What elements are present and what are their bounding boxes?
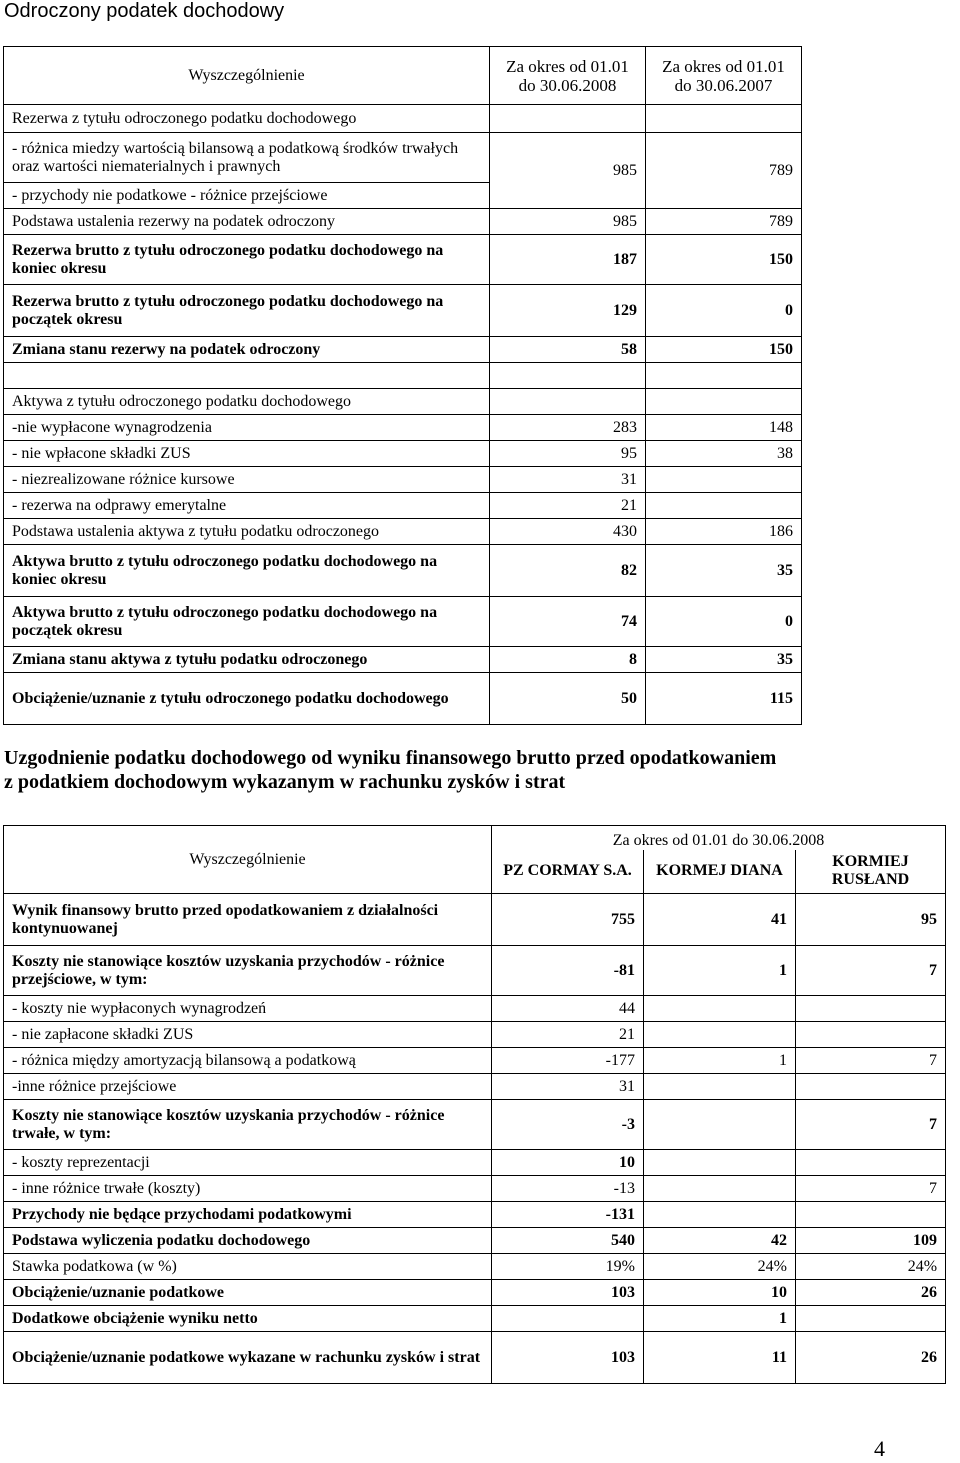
table-row [4, 1254, 946, 1280]
row-label: Wynik finansowy brutto przed opodatkowaniem z działalności kontynuowanej [4, 894, 492, 946]
page-number: 4 [874, 1436, 885, 1461]
table-row [4, 1228, 946, 1254]
row-label: Rezerwa brutto z tytułu odroczonego podatku dochodowego na początek okresu [4, 285, 490, 337]
table-row [4, 1280, 946, 1306]
row-label: -nie wypłacone wynagrodzenia [4, 415, 490, 441]
cell-value: -3 [492, 1100, 644, 1150]
row-label: - rezerwa na odprawy emerytalne [4, 493, 490, 519]
table-row [4, 1306, 946, 1332]
cell-value: 31 [490, 467, 646, 493]
row-label: Podstawa wyliczenia podatku dochodowego [4, 1228, 492, 1254]
header-col-pz-cormay: PZ CORMAY S.A. [492, 850, 644, 894]
cell-value [796, 1074, 946, 1100]
cell-value: 74 [490, 597, 646, 647]
cell-value: 41 [644, 894, 796, 946]
cell-value [796, 1306, 946, 1332]
section-heading-line1: Uzgodnienie podatku dochodowego od wyniku finansowego brutto przed opodatkowaniem [4, 747, 777, 769]
cell-value: -177 [492, 1048, 644, 1074]
cell-value: 129 [490, 285, 646, 337]
cell-value: 21 [492, 1022, 644, 1048]
cell-value: -13 [492, 1176, 644, 1202]
cell-value: 0 [646, 285, 802, 337]
cell-value: 283 [490, 415, 646, 441]
cell-value: 26 [796, 1332, 946, 1384]
cell-value: 24% [644, 1254, 796, 1280]
table-row [4, 894, 946, 946]
table-row [4, 1022, 946, 1048]
cell-value [644, 1202, 796, 1228]
cell-value: 11 [644, 1332, 796, 1384]
cell-value: 187 [490, 235, 646, 285]
row-label: Zmiana stanu aktywa z tytułu podatku odroczonego [4, 647, 490, 673]
row-label: -inne różnice przejściowe [4, 1074, 492, 1100]
tax-reconciliation-table [3, 825, 946, 1384]
table-row [4, 1048, 946, 1074]
row-label: Podstawa ustalenia aktywa z tytułu podatku odroczonego [4, 519, 490, 545]
cell-value: 24% [796, 1254, 946, 1280]
row-label: Obciążenie/uznanie podatkowe wykazane w rachunku zysków i strat [4, 1332, 492, 1384]
row-label: Stawka podatkowa (w %) [4, 1254, 492, 1280]
cell-value: 109 [796, 1228, 946, 1254]
cell-value [796, 996, 946, 1022]
table-row [4, 946, 946, 996]
cell-value: -131 [492, 1202, 644, 1228]
cell-value: 19% [492, 1254, 644, 1280]
row-label: Podstawa ustalenia rezerwy na podatek odroczony [4, 209, 490, 235]
cell-value: 150 [646, 235, 802, 285]
table-row [4, 1150, 946, 1176]
table-row [4, 1100, 946, 1150]
cell-value: 50 [490, 673, 646, 725]
cell-value: 8 [490, 647, 646, 673]
cell-value: 1 [644, 1306, 796, 1332]
cell-value: 103 [492, 1280, 644, 1306]
row-label: Koszty nie stanowiące kosztów uzyskania przychodów - różnice trwałe, w tym: [4, 1100, 492, 1150]
cell-value [644, 1022, 796, 1048]
cell-value: 95 [490, 441, 646, 467]
row-label: - koszty reprezentacji [4, 1150, 492, 1176]
cell-value: 985 [490, 209, 646, 235]
cell-value: 985 [490, 133, 646, 209]
row-label: - nie zapłacone składki ZUS [4, 1022, 492, 1048]
cell-value: 10 [492, 1150, 644, 1176]
cell-value: 7 [796, 1100, 946, 1150]
cell-value: 1 [644, 1048, 796, 1074]
deferred-tax-table [3, 46, 802, 725]
cell-value: 148 [646, 415, 802, 441]
row-label: - koszty nie wypłaconych wynagrodzeń [4, 996, 492, 1022]
cell-value [644, 1100, 796, 1150]
row-label: - niezrealizowane różnice kursowe [4, 467, 490, 493]
cell-value: 82 [490, 545, 646, 597]
header-label: Wyszczególnienie [4, 47, 490, 105]
row-label: - różnica między amortyzacją bilansową a podatkową [4, 1048, 492, 1074]
row-label: - nie wpłacone składki ZUS [4, 441, 490, 467]
header-col-kormej-diana: KORMEJ DIANA [644, 850, 796, 894]
row-label: Przychody nie będące przychodami podatkowymi [4, 1202, 492, 1228]
cell-value: 103 [492, 1332, 644, 1384]
row-label: Obciążenie/uznanie podatkowe [4, 1280, 492, 1306]
cell-value: 95 [796, 894, 946, 946]
row-label: Rezerwa z tytułu odroczonego podatku dochodowego [4, 105, 490, 133]
cell-value: -81 [492, 946, 644, 996]
table-row [4, 1202, 946, 1228]
cell-value: 150 [646, 337, 802, 363]
header-col-kormiej-rusland: KORMIEJ RUSŁAND [796, 850, 946, 894]
cell-value: 35 [646, 647, 802, 673]
cell-value [796, 1022, 946, 1048]
cell-value [796, 1150, 946, 1176]
row-label: Dodatkowe obciążenie wyniku netto [4, 1306, 492, 1332]
row-label: Aktywa z tytułu odroczonego podatku dochodowego [4, 389, 490, 415]
header-period-2008: Za okres od 01.01 do 30.06.2008 [490, 47, 646, 105]
cell-value: 0 [646, 597, 802, 647]
cell-value: 21 [490, 493, 646, 519]
cell-value: 789 [646, 209, 802, 235]
cell-value: 10 [644, 1280, 796, 1306]
table-row [4, 1176, 946, 1202]
section-heading-line2: z podatkiem dochodowym wykazanym w rachunku zysków i strat [4, 771, 566, 793]
row-label: Rezerwa brutto z tytułu odroczonego podatku dochodowego na koniec okresu [4, 235, 490, 285]
cell-value: 44 [492, 996, 644, 1022]
row-label: Koszty nie stanowiące kosztów uzyskania przychodów - różnice przejściowe, w tym: [4, 946, 492, 996]
cell-value: 58 [490, 337, 646, 363]
cell-value: 789 [646, 133, 802, 209]
cell-value: 31 [492, 1074, 644, 1100]
cell-value: 186 [646, 519, 802, 545]
cell-value: 7 [796, 1176, 946, 1202]
cell-value [492, 1306, 644, 1332]
cell-value: 7 [796, 946, 946, 996]
row-label: - inne różnice trwałe (koszty) [4, 1176, 492, 1202]
page-title: Odroczony podatek dochodowy [4, 0, 285, 22]
row-label: Zmiana stanu rezerwy na podatek odroczony [4, 337, 490, 363]
header-label: Wyszczególnienie [4, 826, 492, 894]
cell-value: 115 [646, 673, 802, 725]
row-label: Aktywa brutto z tytułu odroczonego podatku dochodowego na koniec okresu [4, 545, 490, 597]
cell-value [796, 1202, 946, 1228]
table-row [4, 1332, 946, 1384]
section-heading [4, 746, 776, 794]
cell-value [644, 1074, 796, 1100]
cell-value: 7 [796, 1048, 946, 1074]
cell-value: 35 [646, 545, 802, 597]
cell-value: 755 [492, 894, 644, 946]
cell-value [644, 1176, 796, 1202]
row-label: - przychody nie podatkowe - różnice przejściowe [4, 183, 490, 209]
cell-value: 38 [646, 441, 802, 467]
header-period: Za okres od 01.01 do 30.06.2008 [492, 826, 946, 850]
cell-value: 26 [796, 1280, 946, 1306]
cell-value: 1 [644, 946, 796, 996]
row-label: Obciążenie/uznanie z tytułu odroczonego podatku dochodowego [4, 673, 490, 725]
table-row [4, 1074, 946, 1100]
cell-value [644, 996, 796, 1022]
cell-value: 540 [492, 1228, 644, 1254]
cell-value [644, 1150, 796, 1176]
table-row [4, 996, 946, 1022]
cell-value: 42 [644, 1228, 796, 1254]
cell-value: 430 [490, 519, 646, 545]
row-label: - różnica miedzy wartością bilansową a podatkową środków trwałych oraz wartości niematerialnych i prawnych [4, 133, 490, 183]
row-label: Aktywa brutto z tytułu odroczonego podatku dochodowego na początek okresu [4, 597, 490, 647]
header-period-2007: Za okres od 01.01 do 30.06.2007 [646, 47, 802, 105]
